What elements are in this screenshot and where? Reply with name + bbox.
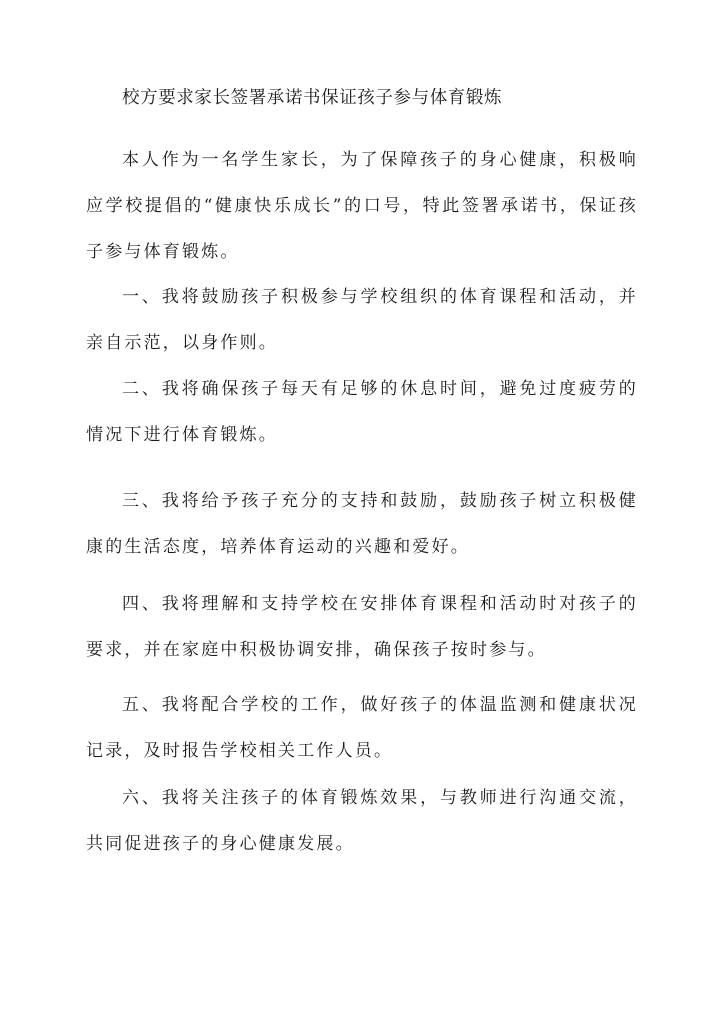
commitment-paragraph-5: 五、我将配合学校的工作，做好孩子的体温监测和健康状况记录，及时报告学校相关工作人员。: [86, 695, 638, 761]
commitment-paragraph-3: 三、我将给予孩子充分的支持和鼓励，鼓励孩子树立积极健康的生活态度，培养体育运动的兴趣和爱好。: [86, 491, 638, 557]
document-title: 校方要求家长签署承诺书保证孩子参与体育锻炼: [122, 88, 503, 108]
intro-paragraph: 本人作为一名学生家长，为了保障孩子的身心健康，积极响应学校提倡的“健康快乐成长”的口号，特此签署承诺书，保证孩子参与体育锻炼。: [86, 150, 638, 262]
commitment-paragraph-1: 一、我将鼓励孩子积极参与学校组织的体育课程和活动，并亲自示范，以身作则。: [86, 287, 638, 353]
commitment-paragraph-6: 六、我将关注孩子的体育锻炼效果，与教师进行沟通交流，共同促进孩子的身心健康发展。: [86, 788, 638, 854]
commitment-paragraph-2: 二、我将确保孩子每天有足够的休息时间，避免过度疲劳的情况下进行体育锻炼。: [86, 379, 638, 445]
commitment-paragraph-4: 四、我将理解和支持学校在安排体育课程和活动时对孩子的要求，并在家庭中积极协调安排，确保孩子按时参与。: [86, 594, 638, 660]
